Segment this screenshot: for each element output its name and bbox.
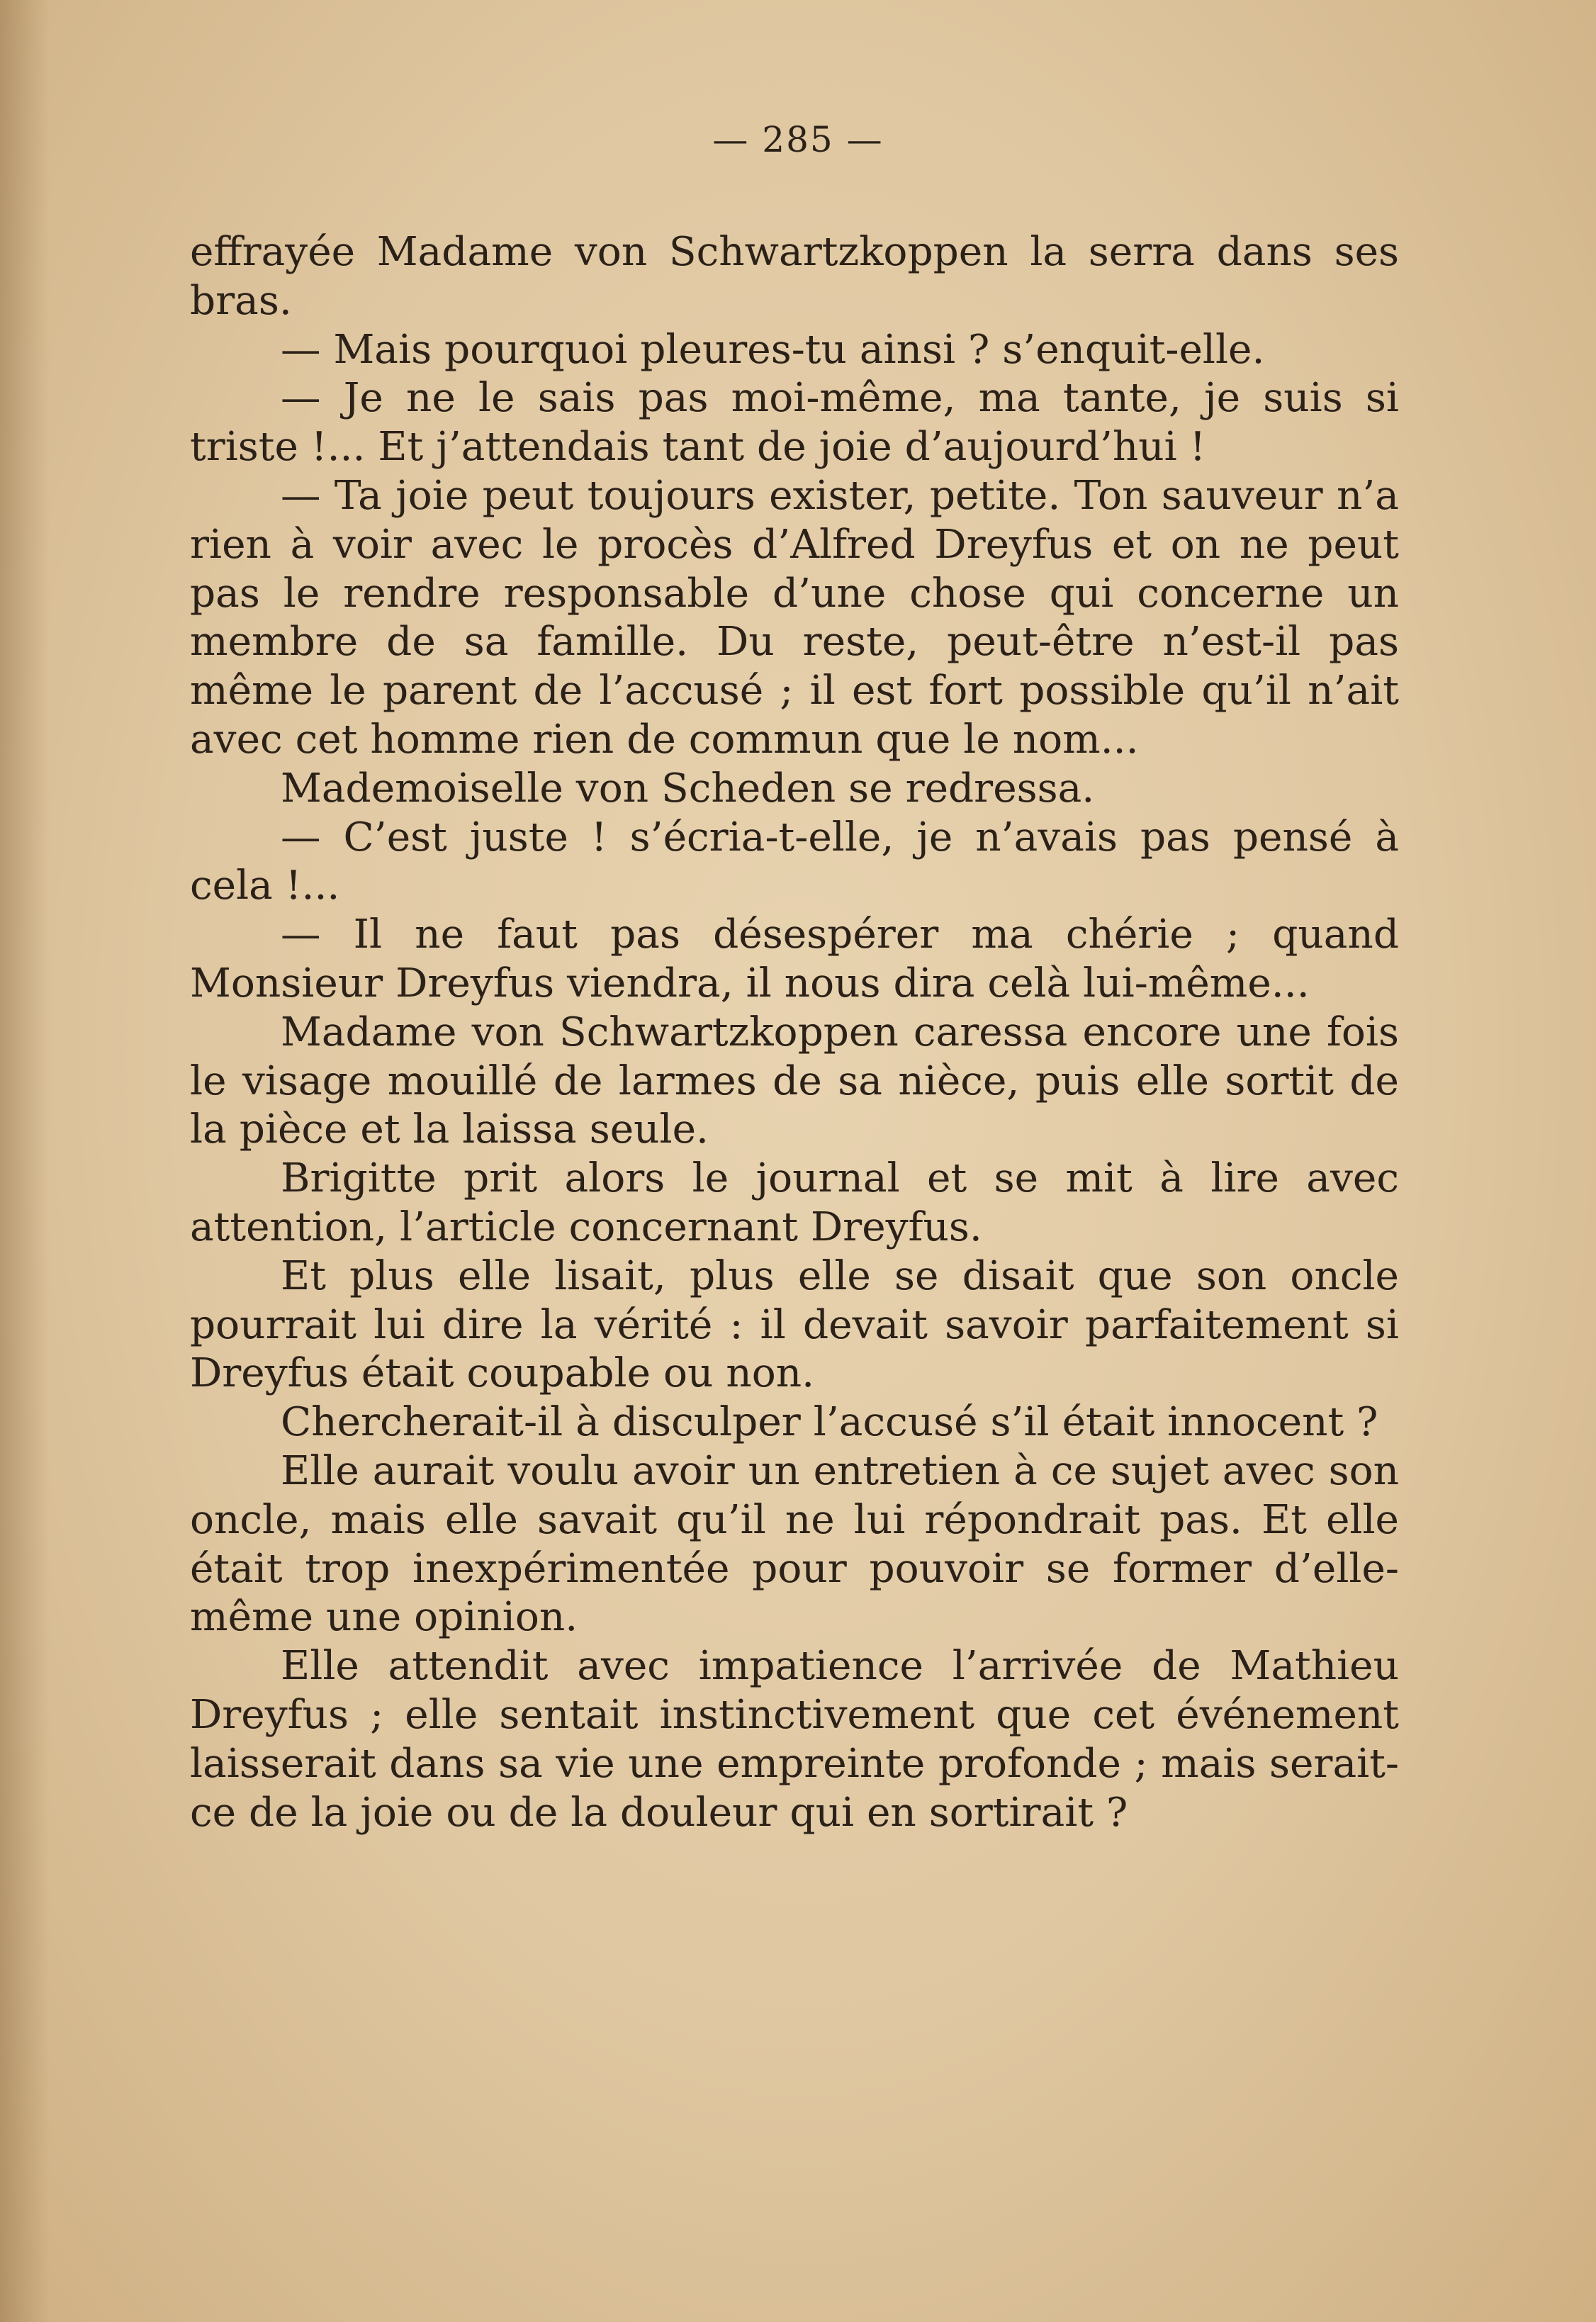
paragraph-dialogue: — Mais pourquoi pleures-tu ainsi ? s’enquit-elle.	[281, 326, 1265, 373]
paragraph: Madame von Schwartzkoppen caressa encore une fois le visage mouillé de larmes de sa nièce, puis elle sortit de la pièce et la laissa seule.	[190, 1009, 1399, 1153]
paragraph: Mademoiselle von Scheden se redressa.	[281, 765, 1095, 812]
paragraph-continuation: effrayée Madame von Schwartzkoppen la serra dans ses bras.	[190, 229, 1399, 324]
page-body	[190, 228, 1399, 1837]
paragraph: Brigitte prit alors le journal et se mit à lire avec attention, l’article concernant Dreyfus.	[190, 1155, 1399, 1250]
paragraph: Chercherait-il à disculper l’accusé s’il était innocent ?	[281, 1399, 1378, 1446]
paragraph-dialogue: — Je ne le sais pas moi-même, ma tante, je suis si triste !... Et j’attendais tant de joie d’aujourd’hui !	[190, 375, 1399, 471]
paragraph: Elle attendit avec impatience l’arrivée de Mathieu Dreyfus ; elle sentait instinctivement que cet événement laisserait dans sa vie une empreinte profonde ; mais serait-ce de la joie ou de la douleur qui en sortirait ?	[190, 1643, 1399, 1836]
paragraph-dialogue: — Il ne faut pas désespérer ma chérie ; quand Monsieur Dreyfus viendra, il nous dira celà lui-même...	[190, 912, 1399, 1006]
paragraph: Et plus elle lisait, plus elle se disait que son oncle pourrait lui dire la vérité : il devait savoir parfaitement si Dreyfus était coupable ou non.	[190, 1252, 1399, 1397]
paragraph-dialogue: — C’est juste ! s’écria-t-elle, je n’avais pas pensé à cela !...	[190, 814, 1399, 909]
paragraph-dialogue: — Ta joie peut toujours exister, petite. Ton sauveur n’a rien à voir avec le procès d’Alfred Dreyfus et on ne peut pas le rendre responsable d’une chose qui concerne un membre de sa famille. Du reste, peut-être n’est-il pas même le parent de l’accusé ; il est fort possible qu’il n’ait avec cet homme rien de commun que le nom...	[190, 472, 1399, 763]
page-number: — 285 —	[712, 119, 884, 160]
paragraph: Elle aurait voulu avoir un entretien à ce sujet avec son oncle, mais elle savait qu’il ne lui répondrait pas. Et elle était trop inexpérimentée pour pouvoir se former d’elle-même une opinion.	[190, 1447, 1399, 1641]
